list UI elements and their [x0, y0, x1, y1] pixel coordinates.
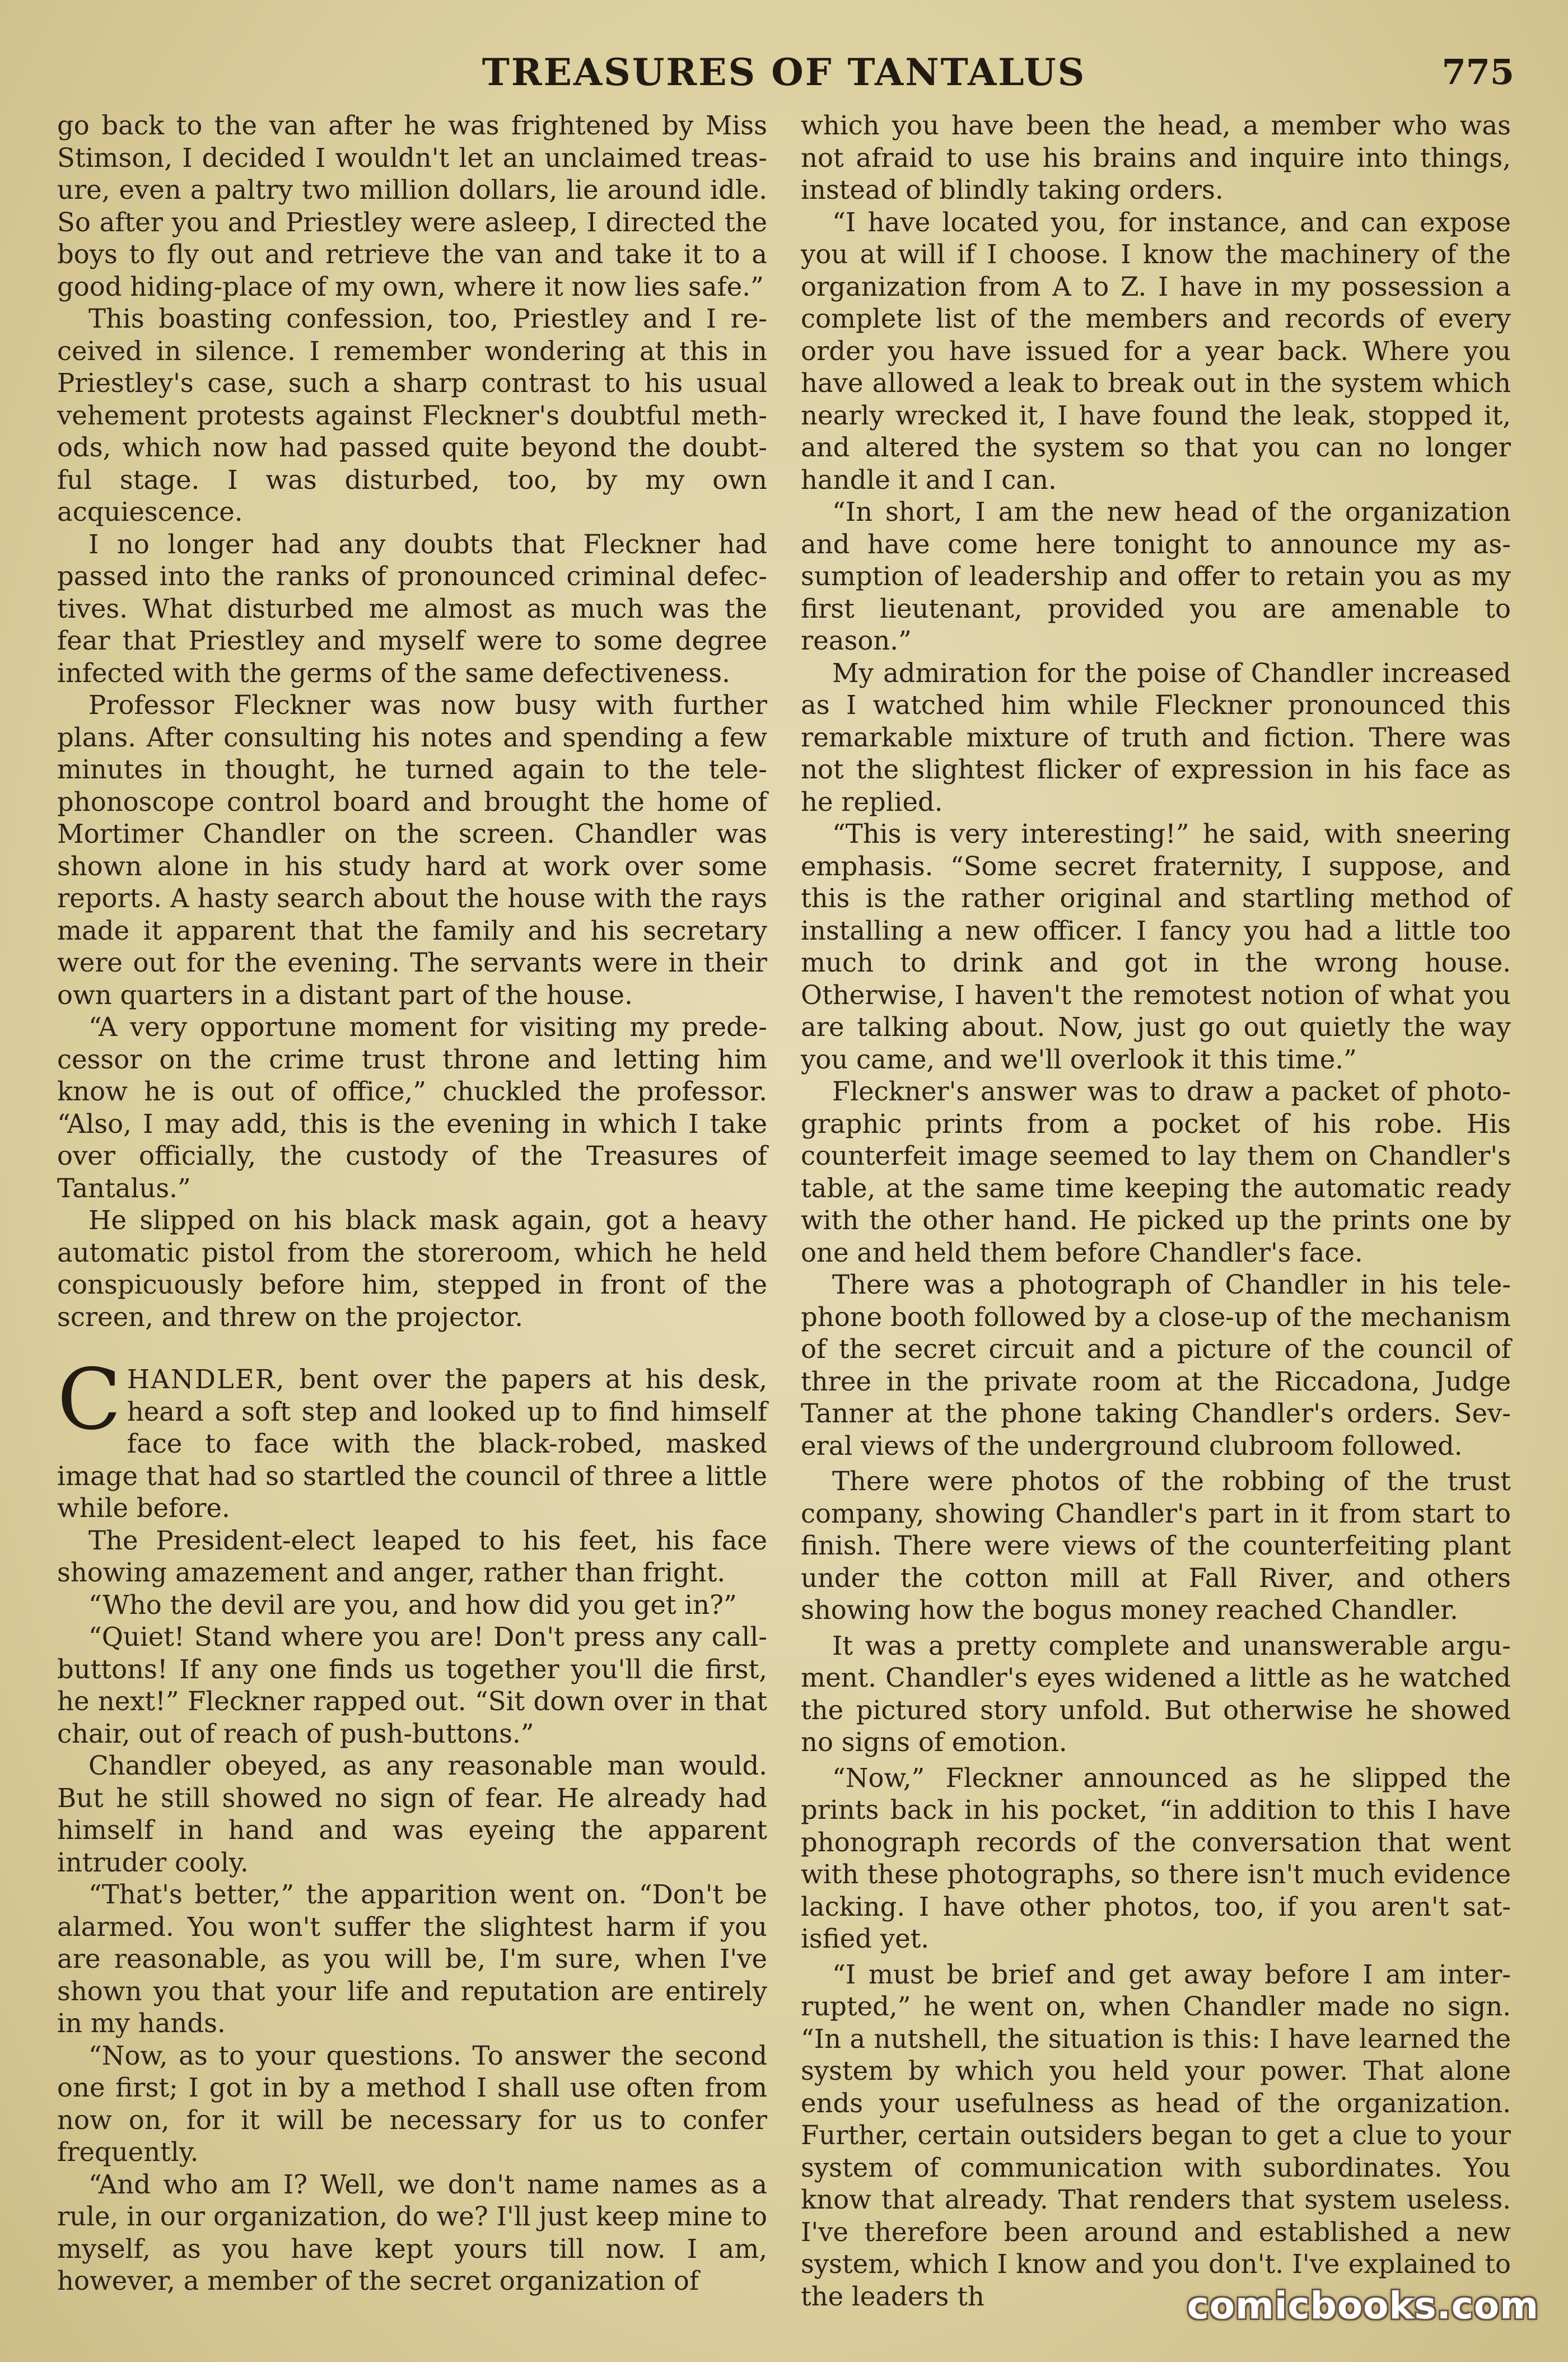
dropcap-paragraph — [57, 1351, 767, 1525]
site-watermark: comicbooks.com — [1187, 2284, 1539, 2327]
paragraph: There was a photograph of Chandler in his telephone booth followed by a close-up of the mechanism of the secret circuit and a picture of the council of three in the private room at the Riccadona, Judge Tanner at the phone taking Chandler's orders. Several views of the underground clubroom followed. — [801, 1269, 1511, 1461]
page-number: 775 — [1441, 52, 1514, 92]
paragraph: Chandler obeyed, as any reasonable man would. But he still showed no sign of fear. He already had himself in hand and was eyeing the apparent intruder cooly. — [57, 1751, 767, 1878]
paragraph: “Who the devil are you, and how did you get in?” — [88, 1589, 737, 1620]
paragraph: “And who am I? Well, we don't name names as a rule, in our organization, do we? I'll just keep mine to myself, as you have kept yours till now. I am, however, a member of the secret organization of — [57, 2169, 767, 2296]
paragraph: “That's better,” the apparition went on. “Don't be alarmed. You won't suffer the slightest harm if you are reasonable, as you will be, I'm sure, when I've shown you that your life and reputation are entirely in my hands. — [57, 1879, 767, 2038]
drop-cap: C — [57, 1351, 122, 1449]
paragraph: Professor Fleckner was now busy with further plans. After consulting his notes and spending a few minutes in thought, he turned again to the telephonoscope control board and brought the home of Mortimer Chandler on the screen. Chandler was shown alone in his study hard at work over some reports. A hasty search about the house with the rays made it apparent that the family and his secretary were out for the evening. The servants were in their own quarters in a distant part of the house. — [57, 690, 767, 1010]
section-break — [57, 1333, 767, 1364]
paragraph: My admiration for the poise of Chandler increased as I watched him while Fleckner pronounced this remarkable mixture of truth and fiction. There was not the slightest flicker of expression in his face as he replied. — [801, 657, 1511, 817]
dropcap-text: bent over the papers at his desk, heard a soft step and looked up to find himself face to face with the black-robed, masked image that had so startled the council of three a little while before. — [57, 1364, 767, 1523]
paragraph: There were photos of the robbing of the trust company, showing Chandler's part in it from start to finish. There were views of the counterfeiting plant under the cotton mill at Fall River, and others showing how the bogus money reached Chandler. — [801, 1466, 1511, 1625]
paragraph: “This is very interesting!” he said, with sneering emphasis. “Some secret fraternity, I suppose, and this is the rather original and startling method of installing a new officer. I fancy you had a little too much to drink and got in the wrong house. Otherwise, I haven't the remotest notion of what you are talking about. Now, just go out quietly the way you came, and we'll overlook it this time.” — [801, 819, 1511, 1075]
paragraph: Fleckner's answer was to draw a packet of photographic prints from a pocket of his robe. His counterfeit image seemed to lay them on Chandler's table, at the same time keeping the automatic ready with the other hand. He picked up the prints one by one and held them before Chandler's face. — [801, 1076, 1511, 1268]
paragraph: I no longer had any doubts that Fleckner had passed into the ranks of pronounced criminal defectives. What disturbed me almost as much was the fear that Priestley and myself were to some degree infected with the germs of the same defectiveness. — [57, 529, 767, 688]
paragraph: “Now,” Fleckner announced as he slipped the prints back in his pocket, “in addition to this I have phonograph records of the conversation that went with these photographs, so there isn't much evidence lacking. I have other photos, too, if you aren't satisfied yet. — [801, 1762, 1511, 1954]
paragraph: “Quiet! Stand where you are! Don't press any call-buttons! If any one finds us together you'll die first, he next!” Fleckner rapped out. “Sit down over in that chair, out of reach of push-buttons.” — [57, 1622, 767, 1749]
paragraph: “I have located you, for instance, and can expose you at will if I choose. I know the machinery of the organization from A to Z. I have in my possession a complete list of the members and records of every order you have issued for a year back. Where you have allowed a leak to break out in the system which nearly wrecked it, I have found the leak, stopped it, and altered the system so that you can no longer handle it and I can. — [801, 207, 1511, 495]
paragraph: “I must be brief and get away before I am interrupted,” he went on, when Chandler made no sign. “In a nutshell, the situation is this: I have learned the system by which you held your power. That alone ends your usefulness as head of the organization. Further, certain outsiders began to get a clue to your system of communication with subordinates. You know that already. That renders that system useless. I've therefore been around and established a new system, which I know and you don't. I've explained to the leaders th — [801, 1959, 1511, 2312]
paragraph: “Now, as to your questions. To answer the second one first; I got in by a method I shall use often from now on, for it will be necessary for us to confer frequently. — [57, 2040, 767, 2167]
left-column — [57, 110, 767, 2294]
paragraph: go back to the van after he was frightened by Miss Stimson, I decided I wouldn't let an unclaimed treasure, even a paltry two million dollars, lie around idle. So after you and Priestley were asleep, I directed the boys to fly out and retrieve the van and take it to a good hiding-place of my own, where it now lies safe.” — [57, 110, 767, 302]
paragraph: which you have been the head, a member who was not afraid to use his brains and inquire into things, instead of blindly taking orders. — [801, 110, 1511, 205]
running-head — [0, 47, 1568, 97]
paragraph: This boasting confession, too, Priestley and I received in silence. I remember wondering at this in Priestley's case, such a sharp contrast to his usual vehement protests against Fleckner's doubtful methods, which now had passed quite beyond the doubtful stage. I was disturbed, too, by my own acquiescence. — [57, 304, 767, 527]
paragraph: “A very opportune moment for visiting my predecessor on the crime trust throne and letting him know he is out of office,” chuckled the professor. “Also, I may add, this is the evening in which I take over officially, the custody of the Treasures of Tantalus.” — [57, 1012, 767, 1203]
dropcap-lead-word: HANDLER, — [127, 1364, 286, 1394]
paragraph: He slipped on his black mask again, got a heavy automatic pistol from the storeroom, which he held conspicuously before him, stepped in front of the screen, and threw on the projector. — [57, 1205, 767, 1332]
paragraph: “In short, I am the new head of the organization and have come here tonight to announce my assumption of leadership and offer to retain you as my first lieutenant, provided you are amenable to reason.” — [801, 497, 1511, 656]
page-title: TREASURES OF TANTALUS — [482, 50, 1086, 94]
paragraph: It was a pretty complete and unanswerable argument. Chandler's eyes widened a little as he watched the pictured story unfold. But otherwise he showed no signs of emotion. — [801, 1630, 1511, 1757]
paragraph: The President-elect leaped to his feet, his face showing amazement and anger, rather than fright. — [57, 1525, 767, 1588]
